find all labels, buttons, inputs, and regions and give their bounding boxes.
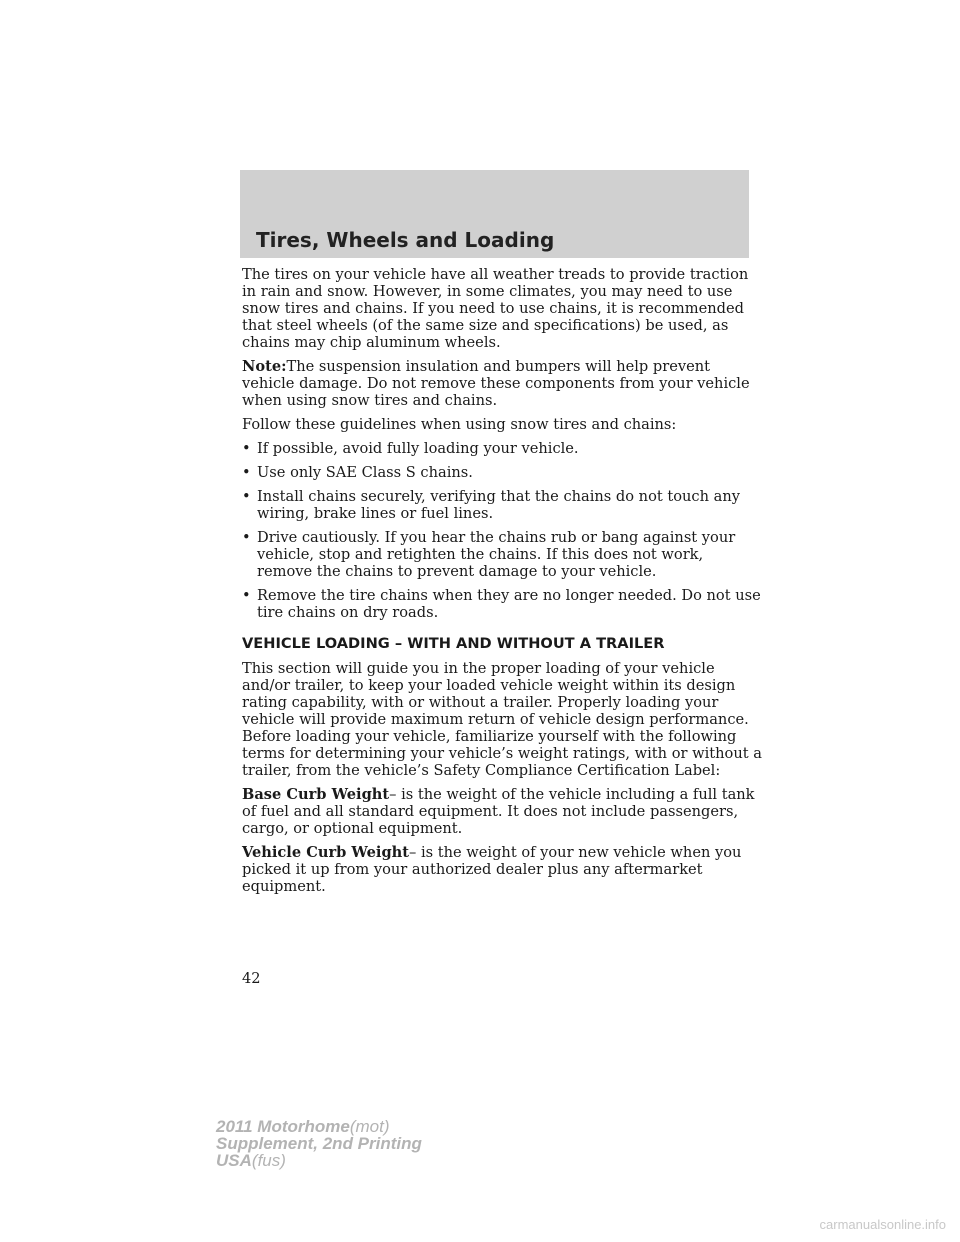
list-item-text: If possible, avoid fully loading your vehicle. — [257, 440, 579, 457]
footer-model-code: (mot) — [349, 1117, 390, 1136]
term-label: Base Curb Weight — [242, 786, 390, 803]
watermark: carmanualsonline.info — [819, 1217, 946, 1232]
list-item — [242, 587, 762, 621]
bullet-icon: • — [242, 440, 251, 457]
list-item-text: Drive cautiously. If you hear the chains rub or bang against your vehicle, stop and retighten the chains. If this does not work, remove the chains to prevent damage to your vehicle. — [257, 529, 736, 580]
bullet-icon: • — [242, 464, 251, 481]
footer-line-1 — [216, 1118, 422, 1135]
list-item — [242, 464, 762, 481]
vehicle-loading-heading: VEHICLE LOADING – WITH AND WITHOUT A TRAILER — [242, 635, 665, 652]
term-text: – is the weight of your new vehicle when you picked it up from your authorized dealer plus any aftermarket equipment. — [242, 844, 742, 895]
list-item-text: Install chains securely, verifying that the chains do not touch any wiring, brake lines or fuel lines. — [257, 488, 740, 522]
bullet-icon: • — [242, 488, 251, 505]
footer-model: 2011 Motorhome — [216, 1117, 350, 1136]
term-label: Vehicle Curb Weight — [242, 844, 410, 861]
guidelines-list — [242, 440, 762, 621]
loading-paragraph: This section will guide you in the proper loading of your vehicle and/or trailer, to keep your loaded vehicle weight within its design rating capability, with or without a trailer. Properly loading your vehicle will provide maximum return of vehicle design performance. Before loading your vehicle, familiarize yourself with the following terms for determining your vehicle’s weight ratings, with or without a trailer, from the vehicle’s Safety Compliance Certification Label: — [242, 660, 762, 779]
guidelines-intro: Follow these guidelines when using snow tires and chains: — [242, 416, 677, 433]
note-text: The suspension insulation and bumpers will help prevent vehicle damage. Do not remove these components from your vehicle when using snow tires and chains. — [242, 358, 750, 409]
list-item — [242, 488, 762, 522]
footer-market-code: (fus) — [251, 1151, 286, 1170]
page-number: 42 — [242, 970, 261, 987]
list-item-text: Remove the tire chains when they are no longer needed. Do not use tire chains on dry roads. — [257, 587, 761, 621]
footer-line-3 — [216, 1152, 422, 1169]
bullet-icon: • — [242, 529, 251, 546]
page-content — [242, 266, 762, 902]
term-text: – is the weight of the vehicle including a full tank of fuel and all standard equipment. It does not include passengers, cargo, or optional equipment. — [242, 786, 755, 837]
section-title: Tires, Wheels and Loading — [256, 228, 555, 252]
publication-footer — [216, 1118, 422, 1169]
footer-market: USA — [216, 1151, 252, 1170]
vehicle-curb-weight-definition — [242, 844, 762, 895]
note-label: Note: — [242, 358, 287, 375]
bullet-icon: • — [242, 587, 251, 604]
footer-line-2: Supplement, 2nd Printing — [216, 1134, 422, 1153]
list-item — [242, 440, 762, 457]
intro-paragraph: The tires on your vehicle have all weather treads to provide traction in rain and snow. However, in some climates, you may need to use snow tires and chains. If you need to use chains, it is recommended that steel wheels (of the same size and specifications) be used, as chains may chip aluminum wheels. — [242, 266, 749, 351]
list-item — [242, 529, 762, 580]
base-curb-weight-definition — [242, 786, 762, 837]
note-paragraph — [242, 358, 762, 409]
list-item-text: Use only SAE Class S chains. — [257, 464, 473, 481]
